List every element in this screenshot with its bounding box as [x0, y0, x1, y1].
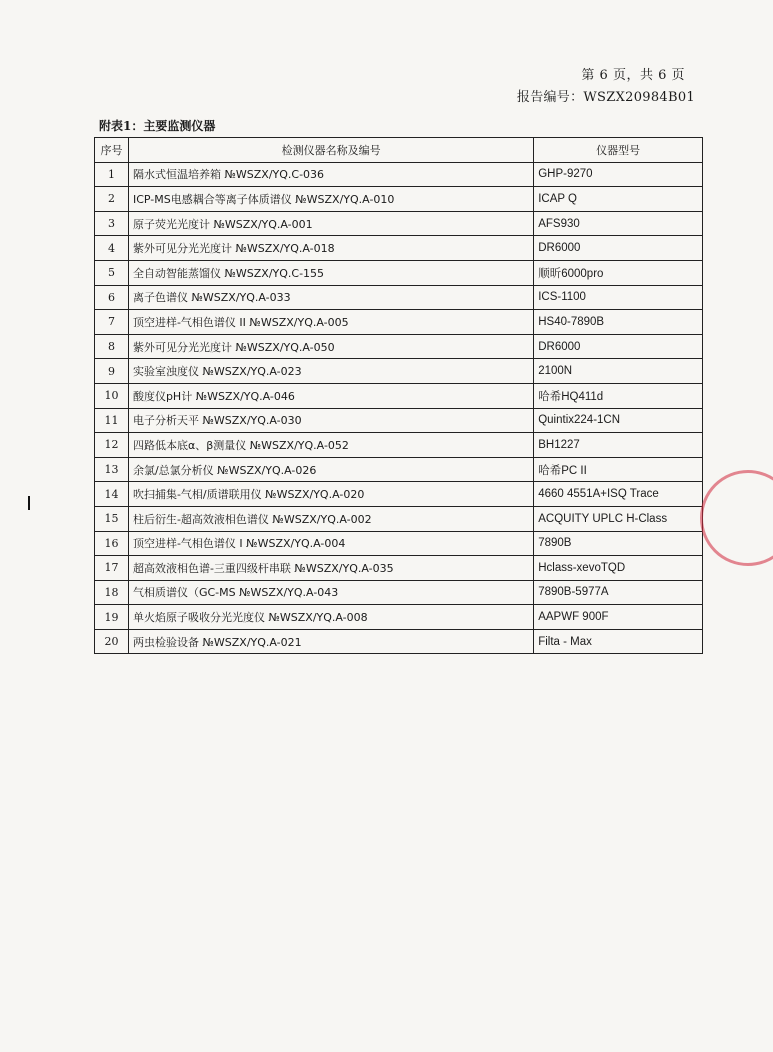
- row-instrument-model: HS40-7890B: [534, 310, 703, 335]
- row-seq: 17: [95, 556, 129, 581]
- row-seq: 6: [95, 285, 129, 310]
- row-seq: 1: [95, 162, 129, 187]
- row-instrument-model: 2100N: [534, 359, 703, 384]
- row-seq: 5: [95, 260, 129, 285]
- row-seq: 20: [95, 629, 129, 654]
- row-instrument-model: AAPWF 900F: [534, 605, 703, 630]
- row-instrument-model: 4660 4551A+ISQ Trace: [534, 482, 703, 507]
- table-row: [95, 580, 703, 605]
- row-instrument-model: 哈希HQ411d: [534, 383, 703, 408]
- row-instrument-name: 气相质谱仪（GC-MS №WSZX/YQ.A-043: [128, 580, 533, 605]
- margin-mark: [28, 496, 30, 510]
- table-row: [95, 457, 703, 482]
- table-row: [95, 260, 703, 285]
- table-row: [95, 187, 703, 212]
- row-instrument-name: 柱后衍生-超高效液相色谱仪 №WSZX/YQ.A-002: [128, 506, 533, 531]
- row-instrument-model: GHP-9270: [534, 162, 703, 187]
- row-instrument-model: Filta - Max: [534, 629, 703, 654]
- header-model: 仪器型号: [534, 138, 703, 163]
- row-instrument-model: 顺昕6000pro: [534, 260, 703, 285]
- row-instrument-model: Hclass-xevoTQD: [534, 556, 703, 581]
- row-seq: 15: [95, 506, 129, 531]
- row-instrument-name: 紫外可见分光光度计 №WSZX/YQ.A-018: [128, 236, 533, 261]
- row-seq: 19: [95, 605, 129, 630]
- table-row: [95, 334, 703, 359]
- table-row: [95, 556, 703, 581]
- table-row: [95, 162, 703, 187]
- row-instrument-name: 顶空进样-气相色谱仪 I №WSZX/YQ.A-004: [128, 531, 533, 556]
- table-row: [95, 211, 703, 236]
- row-seq: 12: [95, 433, 129, 458]
- table-row: [95, 310, 703, 335]
- row-seq: 16: [95, 531, 129, 556]
- table-row: [95, 605, 703, 630]
- row-instrument-model: 哈希PC II: [534, 457, 703, 482]
- table-row: [95, 506, 703, 531]
- row-instrument-name: 实验室浊度仪 №WSZX/YQ.A-023: [128, 359, 533, 384]
- row-instrument-model: 7890B: [534, 531, 703, 556]
- table-row: [95, 285, 703, 310]
- row-instrument-name: 隔水式恒温培养箱 №WSZX/YQ.C-036: [128, 162, 533, 187]
- row-seq: 10: [95, 383, 129, 408]
- table-row: [95, 236, 703, 261]
- report-number: 报告编号：WSZX20984B01: [516, 90, 695, 105]
- row-seq: 14: [95, 482, 129, 507]
- row-instrument-name: 吹扫捕集-气相/质谱联用仪 №WSZX/YQ.A-020: [128, 482, 533, 507]
- table-row: [95, 482, 703, 507]
- table-header-row: [95, 138, 703, 163]
- row-seq: 9: [95, 359, 129, 384]
- row-instrument-model: ICS-1100: [534, 285, 703, 310]
- row-instrument-name: 离子色谱仪 №WSZX/YQ.A-033: [128, 285, 533, 310]
- row-instrument-name: 顶空进样-气相色谱仪 II №WSZX/YQ.A-005: [128, 310, 533, 335]
- row-instrument-name: 紫外可见分光光度计 №WSZX/YQ.A-050: [128, 334, 533, 359]
- table-row: [95, 383, 703, 408]
- row-instrument-model: DR6000: [534, 236, 703, 261]
- row-seq: 3: [95, 211, 129, 236]
- row-instrument-name: 全自动智能蒸馏仪 №WSZX/YQ.C-155: [128, 260, 533, 285]
- row-instrument-model: ICAP Q: [534, 187, 703, 212]
- row-instrument-model: BH1227: [534, 433, 703, 458]
- row-instrument-name: 超高效液相色谱-三重四级杆串联 №WSZX/YQ.A-035: [128, 556, 533, 581]
- page-number: 第 6 页，共 6 页: [581, 68, 685, 83]
- row-seq: 2: [95, 187, 129, 212]
- row-instrument-model: AFS930: [534, 211, 703, 236]
- instrument-table: [94, 137, 703, 654]
- appendix-title: 附表1：主要监测仪器: [99, 119, 216, 133]
- row-instrument-name: 原子荧光光度计 №WSZX/YQ.A-001: [128, 211, 533, 236]
- table-row: [95, 531, 703, 556]
- table-row: [95, 629, 703, 654]
- row-instrument-name: 两虫检验设备 №WSZX/YQ.A-021: [128, 629, 533, 654]
- row-instrument-model: 7890B-5977A: [534, 580, 703, 605]
- row-instrument-model: ACQUITY UPLC H-Class: [534, 506, 703, 531]
- row-instrument-model: Quintix224-1CN: [534, 408, 703, 433]
- row-instrument-name: 单火焰原子吸收分光光度仪 №WSZX/YQ.A-008: [128, 605, 533, 630]
- row-instrument-name: 四路低本底α、β测量仪 №WSZX/YQ.A-052: [128, 433, 533, 458]
- row-seq: 4: [95, 236, 129, 261]
- row-instrument-model: DR6000: [534, 334, 703, 359]
- row-instrument-name: 电子分析天平 №WSZX/YQ.A-030: [128, 408, 533, 433]
- row-seq: 18: [95, 580, 129, 605]
- red-seal-stamp: [700, 470, 773, 566]
- row-instrument-name: ICP-MS电感耦合等离子体质谱仪 №WSZX/YQ.A-010: [128, 187, 533, 212]
- row-seq: 7: [95, 310, 129, 335]
- header-name: 检测仪器名称及编号: [128, 138, 533, 163]
- row-seq: 8: [95, 334, 129, 359]
- row-instrument-name: 酸度仪pH计 №WSZX/YQ.A-046: [128, 383, 533, 408]
- table-row: [95, 433, 703, 458]
- header-seq: 序号: [95, 138, 129, 163]
- row-seq: 13: [95, 457, 129, 482]
- table-row: [95, 359, 703, 384]
- table-row: [95, 408, 703, 433]
- row-seq: 11: [95, 408, 129, 433]
- row-instrument-name: 余氯/总氯分析仪 №WSZX/YQ.A-026: [128, 457, 533, 482]
